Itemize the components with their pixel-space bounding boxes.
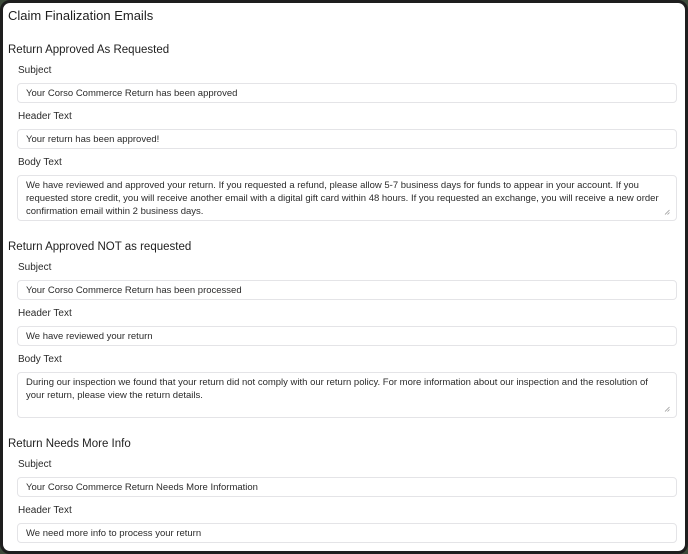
header-text-label: Header Text <box>18 308 72 319</box>
not-as-requested-subject-input[interactable] <box>17 280 677 300</box>
subject-label: Subject <box>18 65 52 76</box>
subject-label: Subject <box>18 262 52 273</box>
email-settings-form <box>3 3 685 551</box>
section-title-approved-not-as-requested: Return Approved NOT as requested <box>8 241 192 253</box>
section-title-needs-more-info: Return Needs More Info <box>8 438 131 450</box>
resize-grip-icon[interactable] <box>664 209 670 215</box>
resize-grip-icon[interactable] <box>664 406 670 412</box>
not-as-requested-body-textarea[interactable] <box>17 372 677 418</box>
subject-label: Subject <box>18 459 52 470</box>
approved-header-input[interactable] <box>17 129 677 149</box>
needs-info-subject-input[interactable] <box>17 477 677 497</box>
approved-body-textarea[interactable] <box>17 175 677 221</box>
needs-info-header-input[interactable] <box>17 523 677 543</box>
body-text-label: Body Text <box>18 157 62 168</box>
not-as-requested-header-input[interactable] <box>17 326 677 346</box>
body-text-label: Body Text <box>18 354 62 365</box>
page-title: Claim Finalization Emails <box>8 8 154 23</box>
section-title-approved-as-requested: Return Approved As Requested <box>8 44 170 56</box>
header-text-label: Header Text <box>18 111 72 122</box>
header-text-label: Header Text <box>18 505 72 516</box>
approved-subject-input[interactable] <box>17 83 677 103</box>
